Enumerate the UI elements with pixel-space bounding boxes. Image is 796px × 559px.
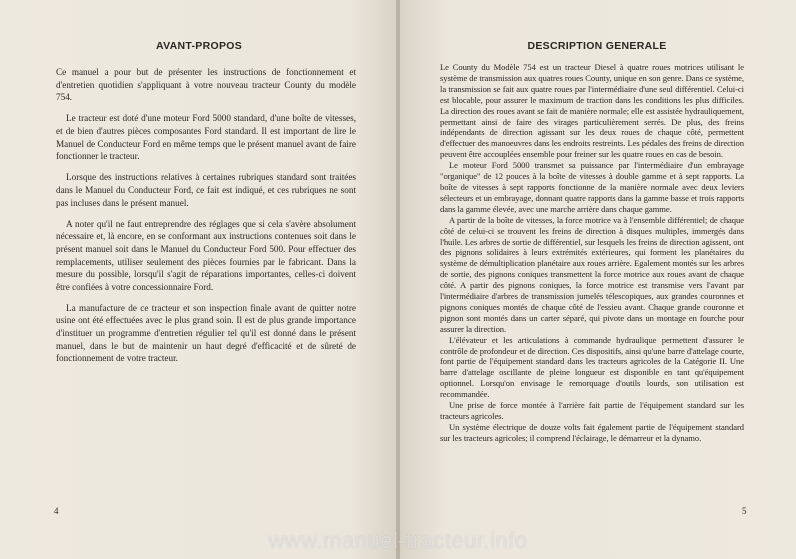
right-page-heading: DESCRIPTION GENERALE	[527, 40, 667, 52]
paragraph: Lorsque des instructions relatives à certaines rubriques standard sont traitées dans le Manuel du Conducteur Ford, ce fait est indiqué, et ces rubriques ne sont pas incluses dans le présent manuel.	[56, 172, 356, 208]
paragraph: A noter qu'il ne faut entreprendre des réglages que si cela s'avère absolument nécessaire et, là encore, en se conformant aux instructions contenues soit dans le présent manuel soit dans le Manuel du Conducteur Ford 500. Pour effectuer des remplacements, utiliser seulement des pièces fournies par le fabricant. Dans la mesure du possible, lorsqu'il s'agit de réparations importantes, celles-ci doivent être confiées à votre concessionnaire Ford.	[56, 218, 356, 292]
book-gutter	[396, 0, 400, 559]
page-number-right: 5	[742, 506, 747, 516]
paragraph: L'élévateur et les articulations à commande hydraulique permettent d'assurer le contrôle de profondeur et de direction. Ces dispositifs, ainsi qu'une barre d'attelage courte, font partie de l'équipement standard dans les tracteurs agricoles de la Catégorie II. Une barre d'attelage oscillante de pleine longueur est disponible en tant qu'équipement optionnel. Lorsqu'on envisage le remorquage d'outils lourds, son utilisation est recommandée.	[440, 334, 744, 400]
paragraph: Un système électrique de douze volts fait également partie de l'équipement standard sur les tracteurs agricoles; il comprend l'éclairage, le démarreur et la dynamo.	[440, 421, 744, 443]
paragraph: A partir de la boîte de vitesses, la force motrice va à l'ensemble différentiel; de chaque côté de celui-ci se trouvent les freins de direction à disques multiples, immergés dans l'huile. Les arbres de sortie de différentiel, sur lesquels les freins de direction agissent, ont des pignons solidaires à leurs extrémités extérieures, qui forment les planétaires du système de démultiplication planétaire aux roues arrière. Egalement montés sur les arbres de sortie, des pignons coniques transmettent la force motrice aux roues avant de chaque côté. A partir des pignons coniques, la force motrice est transmise vers l'avant par l'intermédiaire d'arbres de transmission jumelés télescopiques, aux grandes couronnes et pignons coniques montés de chaque côté de l'essieu avant. Chaque grande couronne et pignon sont montés dans un carter séparé, qui pivote dans un montage en fourche pour assurer la direction.	[440, 214, 744, 334]
left-page-heading: AVANT-PROPOS	[155, 40, 243, 52]
page-number-left: 4	[54, 506, 59, 516]
left-page-body	[56, 66, 356, 373]
right-page	[398, 0, 796, 559]
watermark-text: www.manuel-tracteur.info	[268, 528, 528, 553]
paragraph: Une prise de force montée à l'arrière fait partie de l'équipement standard sur les tracteurs agricoles.	[440, 400, 744, 421]
paragraph: La manufacture de ce tracteur et son inspection finale avant de quitter notre usine ont été effectuées avec le plus grand soin. Il est de plus grande importance d'instituer un programme d'entretien régulier tel qu'il est donné dans le présent manuel, dans le but de maintenir un haut degré d'efficacité et de sûreté de fonctionnement de votre tracteur.	[56, 302, 356, 364]
paragraph: Le County du Modèle 754 est un tracteur Diesel à quatre roues motrices utilisant le système de transmission aux quatres roues County, unique en son genre. Dans ce système, la transmission se fait aux quatre roues par l'intermédiaire d'une seul différentiel. Celui-ci est blocable, pour assurer le maximum de traction dans les conditions les plus difficiles. La direction des roues avant se fait de manière normale; elle est assistée hydrauliquement, permettant ainsi de faire des virages particulièrement serrés. De plus, des freins indépendants de direction agissant sur les deux roues de chaque côté, permettent d'effectuer des manoeuvres dans les endroits restreints. Les pédales des freins de direction peuvent être accouplées ensemble pour freiner sur les quatre roues en cas de besoin.	[440, 62, 744, 160]
paragraph: Le moteur Ford 5000 transmet sa puissance par l'intermédiaire d'un embrayage "organique" de 12 pouces à la boîte de vitesses à double gamme et à sept rapports. La boîte de vitesses à sept rapports fonctionne de la manière normale avec deux leviers sélecteurs et un embrayage, donnant quatre rapports dans la gamme basse et trois rapports dans la gamme élevée, avec une marche arrière dans chaque gamme.	[440, 160, 744, 214]
right-page-body	[440, 62, 744, 444]
paragraph: Le tracteur est doté d'une moteur Ford 5000 standard, d'une boîte de vitesses, et de bien d'autres pièces composantes Ford standard. Il est important de lire le Manuel de Conducteur Ford en même temps que le présent manuel avant de faire fonctionner le tracteur.	[56, 113, 356, 162]
paragraph: Ce manuel a pour but de présenter les instructions de fonctionnement et d'entretien quotidien s'appliquant à votre nouveau tracteur County du modèle 754.	[56, 67, 356, 103]
